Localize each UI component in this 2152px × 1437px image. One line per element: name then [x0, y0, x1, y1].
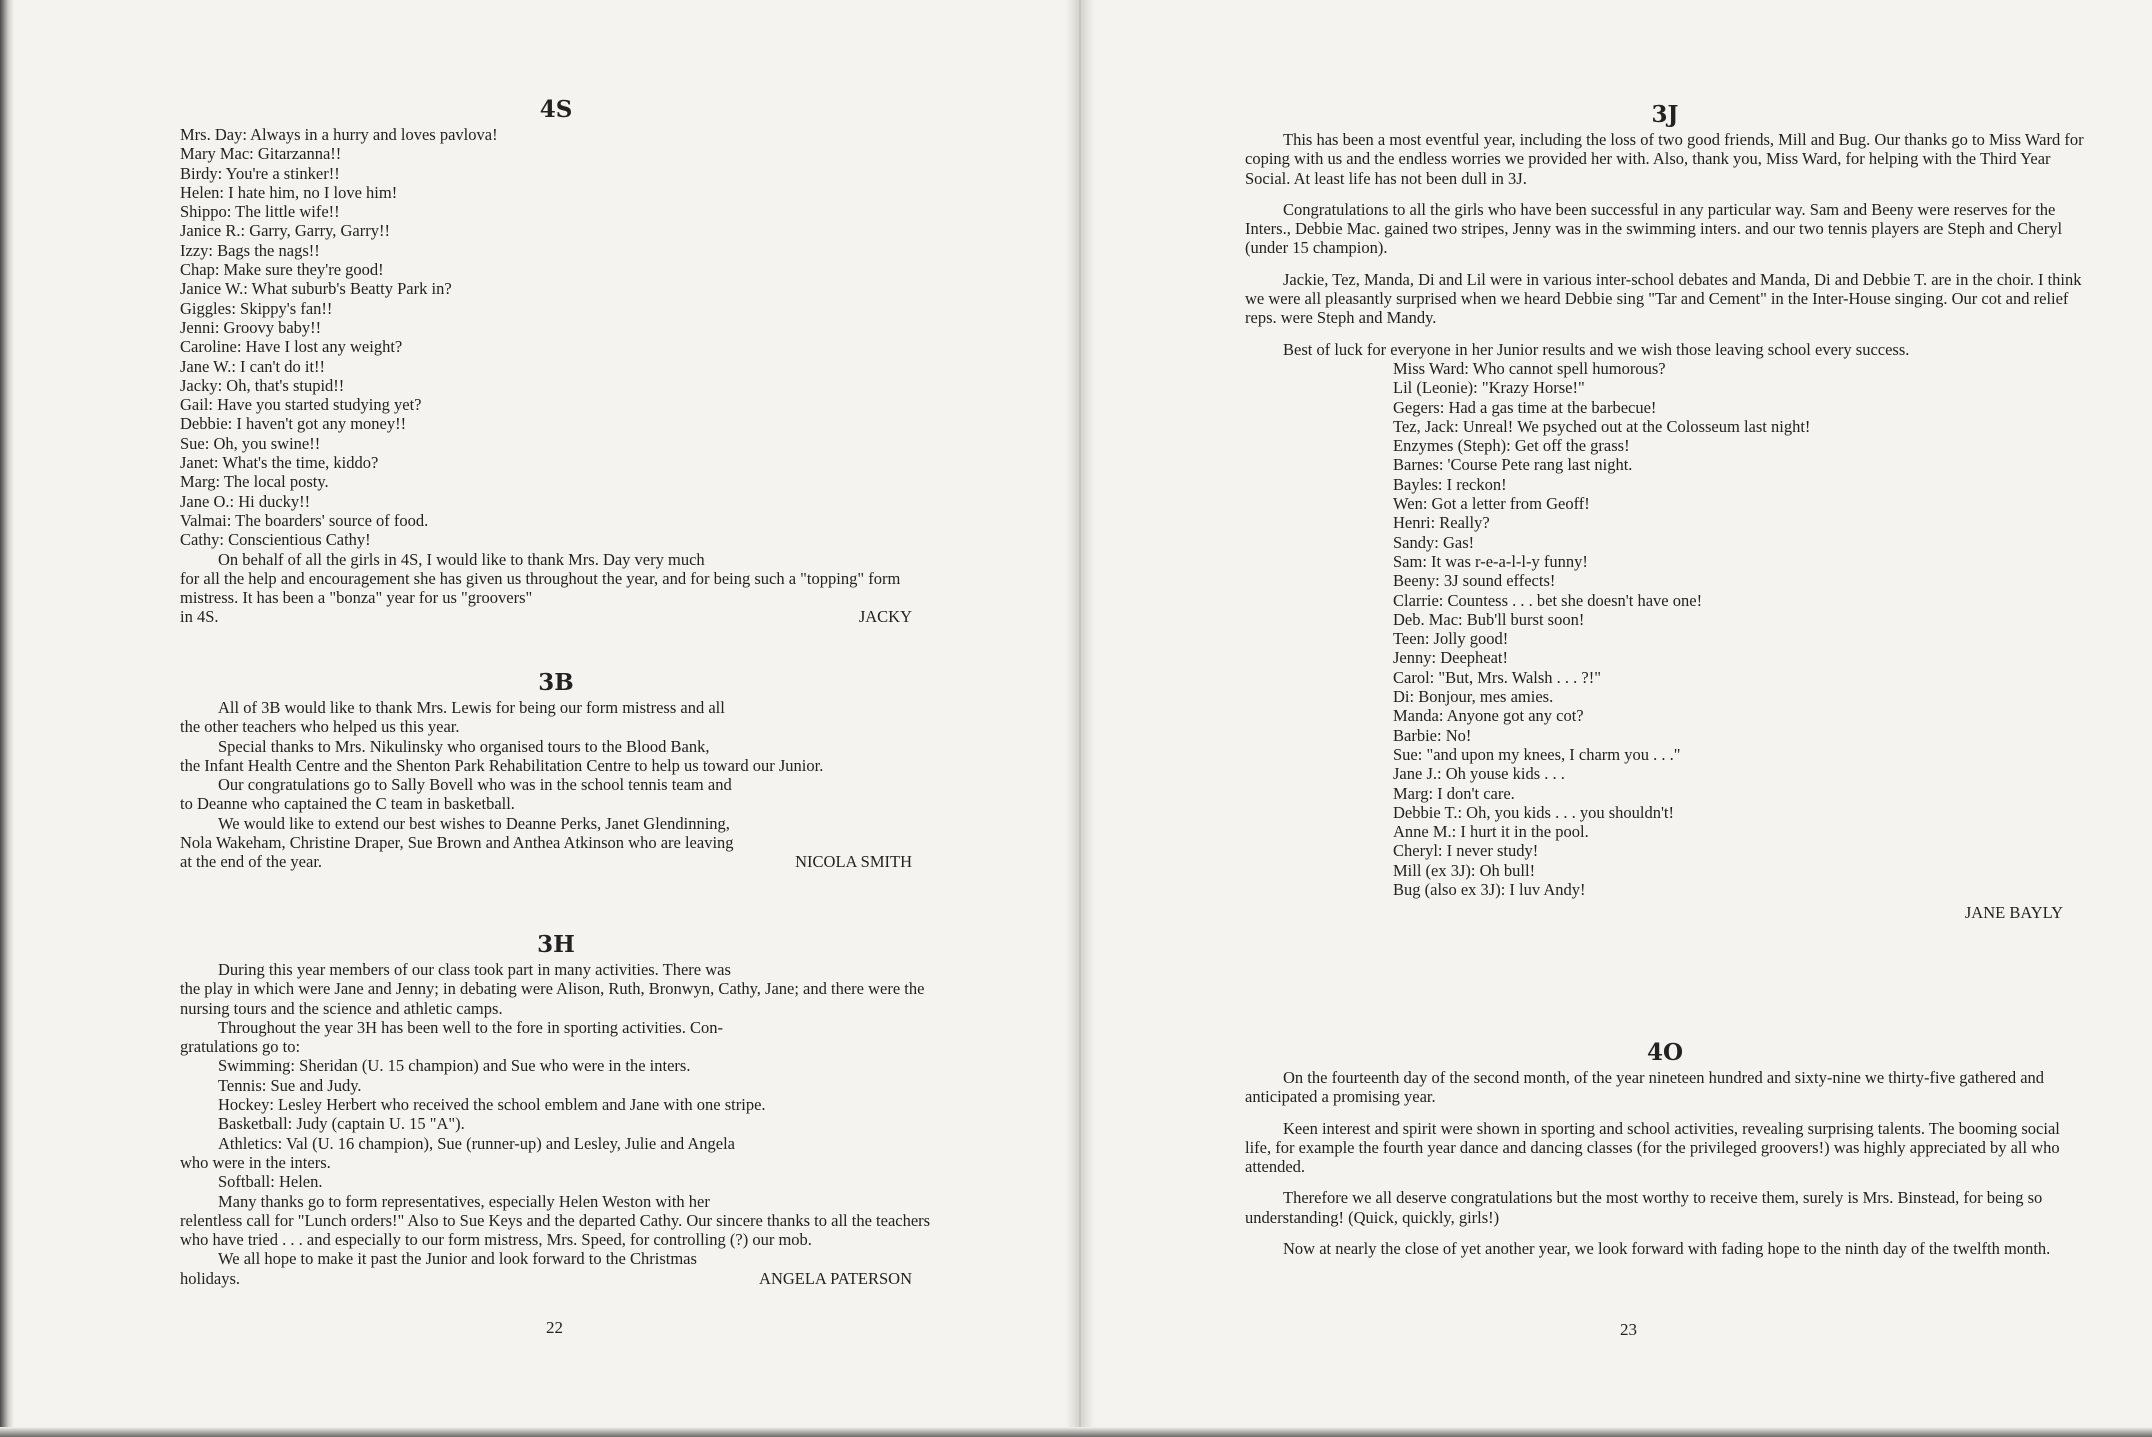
quote-line: Enzymes (Steph): Get off the grass! [1393, 436, 1630, 456]
section-4o [1245, 1038, 2085, 1258]
quote-line: Jenni: Groovy baby!! [180, 317, 322, 337]
3h-p3-rest: relentless call for "Lunch orders!" Also to Sue Keys and the departed Cathy. Our sincere thanks to all the teachers who have tried . . . and especially to our form mistress, Mrs. Speed, for controlling (?) our mob. [180, 1210, 931, 1250]
quote-line: Mill (ex 3J): Oh bull! [1393, 860, 1536, 880]
quote-line: Jacky: Oh, that's stupid!! [180, 375, 345, 395]
3h-athletics-first: Athletics: Val (U. 16 champion), Sue (runner-up) and Lesley, Julie and Angela [218, 1133, 735, 1153]
3h-swimming: Swimming: Sheridan (U. 15 champion) and Sue who were in the inters. [218, 1056, 691, 1076]
section-heading-3b: 3B [538, 669, 574, 696]
3h-softball: Softball: Helen. [218, 1172, 323, 1192]
quote-line: Barbie: No! [1393, 725, 1472, 745]
section-3b [180, 668, 932, 872]
quote-line: Caroline: Have I lost any weight? [180, 337, 403, 357]
3h-p4-first: We all hope to make it past the Junior and look forward to the Christmas [218, 1249, 697, 1269]
3j-p1: This has been a most eventful year, including the loss of two good friends, Mill and Bug. Our thanks go to Miss Ward for coping with us and the endless worries we provided her with. Also, thank you, Miss Ward, for helping with the Third Year Social. At least life has not been dull in 3J. [1245, 130, 2084, 188]
3b-p4-rest: Nola Wakeham, Christine Draper, Sue Brown and Anthea Atkinson who are leaving [180, 833, 734, 853]
quote-line: Jane O.: Hi ducky!! [180, 491, 311, 511]
4o-p4: Now at nearly the close of yet another year, we look forward with fading hope to the ninth day of the twelfth month. [1283, 1239, 2051, 1259]
quote-line: Henri: Really? [1393, 513, 1490, 533]
quote-line: Marg: The local posty. [180, 472, 329, 492]
quote-line: Miss Ward: Who cannot spell humorous? [1393, 358, 1666, 378]
quote-line: Gegers: Had a gas time at the barbecue! [1393, 397, 1657, 417]
section-heading-4s: 4S [539, 96, 573, 123]
4o-p3: Therefore we all deserve congratulations but the most worthy to receive them, surely is Mrs. Binstead, for being so understanding! (Quick, quickly, girls!) [1245, 1188, 2043, 1227]
quote-line: Di: Bonjour, mes amies. [1393, 687, 1554, 707]
quote-line: Mary Mac: Gitarzanna!! [180, 144, 342, 164]
quote-line: Tez, Jack: Unreal! We psyched out at the Colosseum last night! [1393, 416, 1811, 436]
section-heading-3h: 3H [537, 931, 575, 958]
quote-line: Shippo: The little wife!! [180, 202, 340, 222]
3h-p3-first: Many thanks go to form representatives, especially Helen Weston with her [218, 1191, 710, 1211]
3j-p3: Jackie, Tez, Manda, Di and Lil were in various inter-school debates and Manda, Di and Debbie T. are in the choir. I think we were all pleasantly surprised when we heard Debbie sing "Tar and Cement" in the Inter-House singing. Our cot and relief reps. were Steph and Mandy. [1245, 269, 2082, 328]
section-3h [180, 930, 932, 1288]
quote-line: Giggles: Skippy's fan!! [180, 298, 333, 318]
quote-line: Deb. Mac: Bub'll burst soon! [1393, 609, 1585, 629]
3j-signature: JANE BAYLY [1964, 903, 2063, 923]
quote-line: Barnes: 'Course Pete rang last night. [1393, 455, 1633, 475]
quote-line: Sam: It was r-e-a-l-l-y funny! [1393, 551, 1588, 571]
quote-line: Izzy: Bags the nags!! [180, 240, 320, 260]
3h-athletics-rest: who were in the inters. [180, 1152, 331, 1172]
section-heading-3j: 3J [1651, 101, 1679, 128]
quote-line: Sandy: Gas! [1393, 532, 1475, 552]
quote-line: Teen: Jolly good! [1393, 629, 1509, 649]
3h-hockey: Hockey: Lesley Herbert who received the school emblem and Jane with one stripe. [218, 1095, 766, 1115]
quote-line: Gail: Have you started studying yet? [180, 395, 422, 415]
4s-paragraph-last: in 4S. [180, 607, 219, 627]
quote-line: Jenny: Deepheat! [1393, 648, 1508, 668]
quote-line: Sue: Oh, you swine!! [180, 433, 321, 453]
3b-p2-first: Special thanks to Mrs. Nikulinsky who organised tours to the Blood Bank, [218, 736, 710, 756]
page-number-left: 22 [546, 1318, 563, 1337]
3b-signature: NICOLA SMITH [795, 852, 912, 872]
3j-p2: Congratulations to all the girls who have been successful in any particular way. Sam and Beeny were reserves for the Inters., Debbie Mac. gained two stripes, Jenny was in the swimming inters. and our two tennis players are Steph and Cheryl (under 15 champion). [1245, 199, 2063, 258]
quote-line: Lil (Leonie): "Krazy Horse!" [1393, 378, 1585, 398]
quote-line: Cathy: Conscientious Cathy! [180, 530, 371, 550]
quote-line: Debbie T.: Oh, you kids . . . you shouldn't! [1393, 802, 1675, 822]
quote-line: Manda: Anyone got any cot? [1393, 706, 1584, 726]
section-3j [1245, 100, 2085, 923]
right-page [1080, 0, 2152, 1437]
quote-line: Janice W.: What suburb's Beatty Park in? [180, 279, 452, 299]
3h-closing-row [180, 1269, 932, 1288]
4s-paragraph-first: On behalf of all the girls in 4S, I would like to thank Mrs. Day very much [218, 549, 705, 569]
4s-paragraph-rest: for all the help and encouragement she has given us throughout the year, and for being such a "topping" form mistress. It has been a "bonza" year for us "groovers" [180, 568, 901, 608]
quote-line: Mrs. Day: Always in a hurry and loves pavlova! [180, 125, 498, 144]
quote-line: Birdy: You're a stinker!! [180, 163, 340, 183]
quote-line: Jane W.: I can't do it!! [180, 356, 326, 376]
quote-line: Debbie: I haven't got any money!! [180, 414, 407, 434]
quote-line: Sue: "and upon my knees, I charm you . . ." [1393, 744, 1681, 764]
quote-line: Chap: Make sure they're good! [180, 260, 384, 280]
3b-p2-rest: the Infant Health Centre and the Shenton Park Rehabilitation Centre to help us toward our Junior. [180, 755, 824, 775]
3h-p2-first: Throughout the year 3H has been well to the fore in sporting activities. Con- [218, 1017, 723, 1037]
quote-line: Valmai: The boarders' source of food. [180, 510, 429, 530]
3h-p1-rest: the play in which were Jane and Jenny; in debating were Alison, Ruth, Bronwyn, Cathy, Jane; and there were the nursing tours and the science and athletic camps. [180, 979, 925, 1018]
quote-line: Wen: Got a letter from Geoff! [1393, 494, 1590, 514]
quote-line: Carol: "But, Mrs. Walsh . . . ?!" [1393, 667, 1601, 687]
quote-line: Helen: I hate him, no I love him! [180, 182, 398, 202]
quote-line: Beeny: 3J sound effects! [1393, 571, 1556, 591]
3j-quotes-list [1245, 359, 2085, 899]
quote-line: Bug (also ex 3J): I luv Andy! [1393, 879, 1586, 899]
quote-line: Bayles: I reckon! [1393, 474, 1507, 494]
quote-line: Janice R.: Garry, Garry, Garry!! [180, 221, 390, 241]
quote-line: Clarrie: Countess . . . bet she doesn't have one! [1393, 590, 1703, 610]
3h-p2-rest: gratulations go to: [180, 1037, 301, 1057]
section-4s [180, 95, 932, 627]
3h-p4-last: holidays. [180, 1268, 241, 1288]
3h-basketball: Basketball: Judy (captain U. 15 "A"). [218, 1114, 465, 1134]
3b-p4-last: at the end of the year. [180, 852, 323, 872]
quote-line: Jane J.: Oh youse kids . . . [1393, 764, 1565, 784]
page-number-right: 23 [1620, 1320, 1637, 1339]
3j-p4: Best of luck for everyone in her Junior results and we wish those leaving school every success. [1283, 339, 1910, 359]
3h-p1-first: During this year members of our class took part in many activities. There was [218, 960, 731, 979]
4o-p1: On the fourteenth day of the second month, of the year nineteen hundred and sixty-nine we thirty-five gathered and anticipated a promising year. [1245, 1068, 2045, 1107]
4o-p2: Keen interest and spirit were shown in sporting and school activities, revealing surprising talents. The booming social life, for example the fourth year dance and dancing classes (for the privileged groovers!) was highly appreciated by all who attended. [1245, 1118, 2060, 1177]
4s-quotes-list [180, 125, 932, 550]
section-heading-4o: 4O [1646, 1039, 1684, 1066]
3b-p3-first: Our congratulations go to Sally Bovell who was in the school tennis team and [218, 775, 732, 795]
3b-p1-rest: the other teachers who helped us this year. [180, 717, 460, 737]
4s-signature: JACKY [858, 607, 912, 627]
page-bottom-edge [0, 1427, 2152, 1437]
quote-line: Janet: What's the time, kiddo? [180, 453, 379, 473]
3b-p3-rest: to Deanne who captained the C team in basketball. [180, 794, 515, 814]
4s-closing-row [180, 607, 932, 626]
3b-closing-row [180, 852, 932, 871]
3b-p1-first: All of 3B would like to thank Mrs. Lewis for being our form mistress and all [218, 698, 725, 717]
quote-line: Anne M.: I hurt it in the pool. [1393, 822, 1589, 842]
quote-line: Marg: I don't care. [1393, 783, 1515, 803]
3b-p4-first: We would like to extend our best wishes to Deanne Perks, Janet Glendinning, [218, 813, 730, 833]
3h-signature: ANGELA PATERSON [759, 1268, 912, 1288]
3h-tennis: Tennis: Sue and Judy. [218, 1075, 362, 1095]
quote-line: Cheryl: I never study! [1393, 841, 1539, 861]
